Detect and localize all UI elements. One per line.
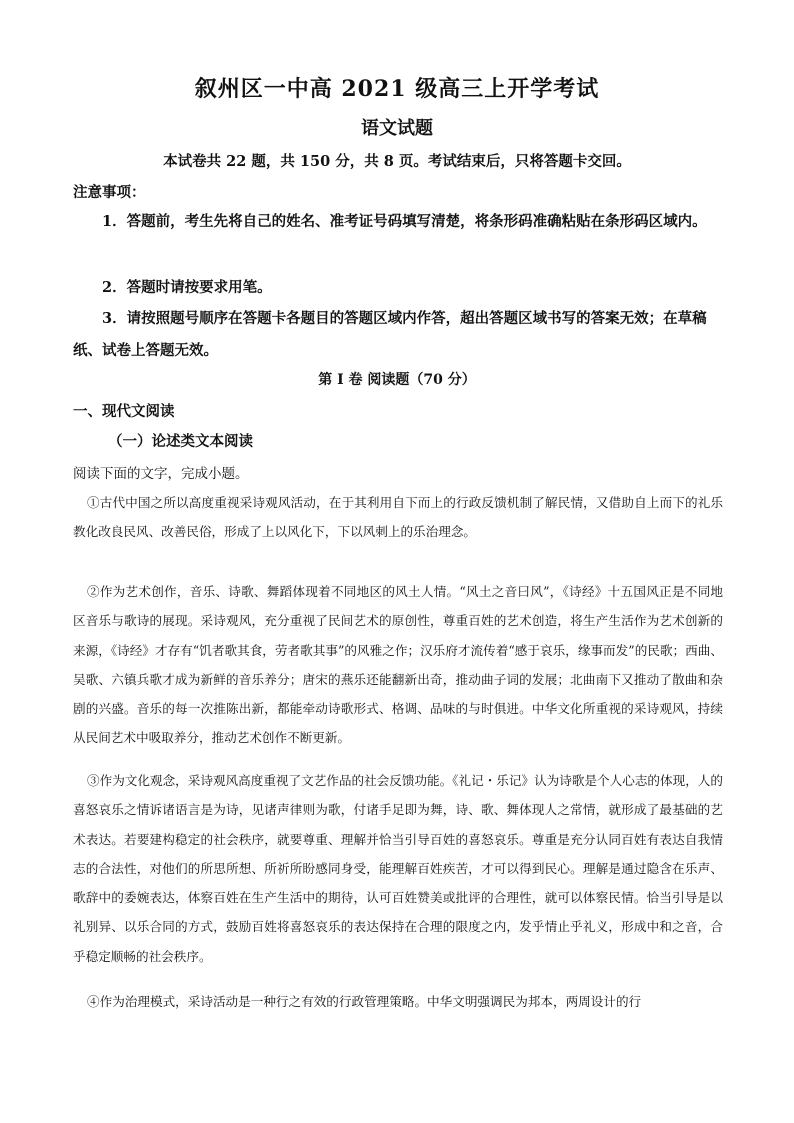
passage-paragraph-3: ③作为文化观念，采诗观风高度重视了文艺作品的社会反馈功能。《礼记・乐记》认为诗歌是个人心志的体现，人的喜怒哀乐之情诉诸语言是为诗，见诸声律则为歌，付诸手足即为舞，诗、歌、舞体现人之常情，就形成了最基础的艺术表达。若要建构稳定的社会秩序，就要尊重、理解并恰当引导百姓的喜怒哀乐。尊重是充分认同百姓有表达自我情志的合法性，对他们的所思所想、所祈所盼感同身受，能理解百姓疾苦，才可以得到民心。理解是通过隐含在乐声、歌辞中的委婉表达，体察百姓在生产生活中的期待，认可百姓赞美或批评的合理性，就可以体察民情。恰当引导是以礼别异、以乐合同的方式，鼓励百姓将喜怒哀乐的表达保持在合理的限度之内，发乎情止乎礼义，形成中和之音，合乎稳定顺畅的社会秩序。 <box>73 773 723 964</box>
exam-subtitle: 语文试题 <box>361 118 433 139</box>
note-item-3: 3．请按照题号顺序在答题卡各题目的答题区域内作答，超出答题区域书写的答案无效；在草稿纸、试卷上答题无效。 <box>73 310 707 359</box>
section-title: 一、现代文阅读 <box>73 404 175 420</box>
passage-paragraph-4: ④作为治理模式，采诗活动是一种行之有效的行政管理策略。中华文明强调民为邦本，两周设计的行 <box>87 994 642 1009</box>
exam-title: 叙州区一中高 2021 级高三上开学考试 <box>194 76 600 102</box>
exam-intro: 本试卷共 22 题，共 150 分，共 8 页。考试结束后，只将答题卡交回。 <box>163 153 631 170</box>
note-item-1: 1．答题前，考生先将自己的姓名、准考证号码填写清楚，将条形码准确粘贴在条形码区域内。 <box>102 213 707 230</box>
part-title: 第 I 卷 阅读题（70 分） <box>318 372 476 388</box>
passage-paragraph-1: ①古代中国之所以高度重视采诗观风活动，在于其利用自下而上的行政反馈机制了解民情，又借助自上而下的礼乐教化改良民风、改善民俗，形成了上以风化下，下以风刺上的乐治理念。 <box>73 495 723 540</box>
notes-heading: 注意事项： <box>73 185 146 201</box>
subsection-title: （一）论述类文本阅读 <box>108 433 253 450</box>
note-item-2: 2．答题时请按要求用笔。 <box>102 279 272 296</box>
passage-paragraph-2: ②作为艺术创作，音乐、诗歌、舞蹈体现着不同地区的风土人情。“风土之音曰风”，《诗经》十五国风正是不同地区音乐与歌诗的展现。采诗观风，充分重视了民间艺术的原创性，尊重百姓的艺术创造，将生产生活作为艺术创新的来源，《诗经》才存有“饥者歌其食，劳者歌其事”的风雅之作；汉乐府才流传着“感于哀乐，缘事而发”的民歌；西曲、吴歌、六镇兵歌才成为新鲜的音乐养分；唐宋的燕乐还能翻新出奇，推动曲子词的发展；北曲南下又推动了散曲和杂剧的兴盛。音乐的每一次推陈出新，都能牵动诗歌形式、格调、品味的与时俱进。中华文化所重视的采诗观风，持续从民间艺术中吸取养分，推动艺术创作不断更新。 <box>73 584 723 746</box>
reading-instruction: 阅读下面的文字，完成小题。 <box>73 466 249 482</box>
